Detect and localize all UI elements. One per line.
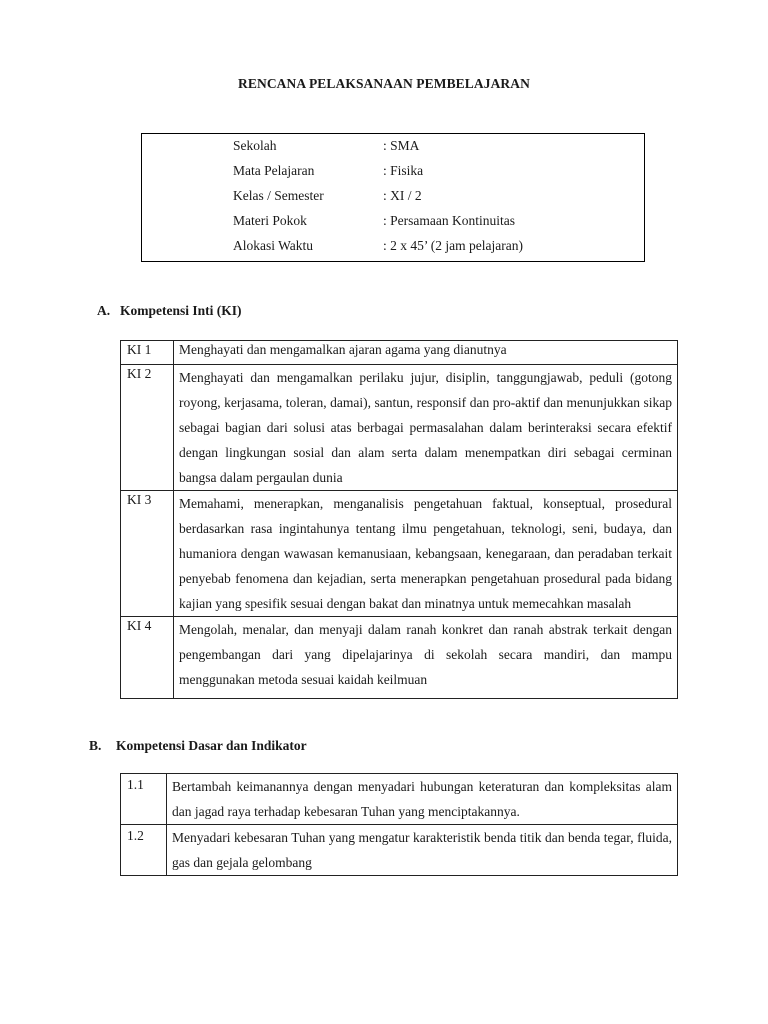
identity-value: : Persamaan Kontinuitas (383, 213, 515, 228)
identity-label: Sekolah (233, 138, 277, 153)
section-title: Kompetensi Inti (KI) (120, 303, 242, 318)
identity-label: Mata Pelajaran (233, 163, 315, 178)
identity-box (141, 133, 645, 262)
identity-label: Alokasi Waktu (233, 238, 314, 253)
kd-table (120, 773, 678, 876)
ki-text: Menghayati dan mengamalkan perilaku jujur, disiplin, tanggungjawab, peduli (gotong royong, kerjasama, toleran, damai), santun, responsif dan pro-aktif dan menunjukkan sikap sebagai bagian dari solusi atas berbagai permasalahan dalam berinteraksi secara efektif dengan lingkungan sosial dan alam serta dalam menempatkan diri sebagai cerminan bangsa dalam pergaulan dunia (174, 365, 678, 491)
ki-text: Menghayati dan mengamalkan ajaran agama yang dianutnya (174, 341, 678, 365)
ki-code: KI 4 (121, 617, 174, 699)
ki-text: Mengolah, menalar, dan menyaji dalam ranah konkret dan ranah abstrak terkait dengan pengembangan dari yang dipelajarinya di sekolah secara mandiri, dan mampu menggunakan metoda sesuai kaidah keilmuan (174, 617, 678, 699)
identity-value: : XI / 2 (383, 188, 422, 203)
document-title: RENCANA PELAKSANAAN PEMBELAJARAN (238, 76, 530, 91)
section-title: Kompetensi Dasar dan Indikator (116, 738, 307, 753)
section-a-heading (97, 303, 242, 319)
identity-value: : 2 x 45’ (2 jam pelajaran) (383, 238, 523, 253)
table-row (121, 491, 678, 617)
table-row (121, 341, 678, 365)
section-letter: B. (89, 738, 102, 753)
kd-text: Bertambah keimanannya dengan menyadari hubungan keteraturan dan kompleksitas alam dan jagad raya terhadap kebesaran Tuhan yang menciptakannya. (167, 774, 678, 825)
ki-code: KI 3 (121, 491, 174, 617)
identity-label: Kelas / Semester (233, 188, 324, 203)
ki-code: KI 1 (121, 341, 174, 365)
kd-code: 1.2 (121, 825, 167, 876)
ki-table (120, 340, 678, 699)
ki-code: KI 2 (121, 365, 174, 491)
ki-text: Memahami, menerapkan, menganalisis pengetahuan faktual, konseptual, prosedural berdasarkan rasa ingintahunya tentang ilmu pengetahuan, teknologi, seni, budaya, dan humaniora dengan wawasan kemanusiaan, kebangsaan, kenegaraan, dan peradaban terkait penyebab fenomena dan kejadian, serta menerapkan pengetahuan prosedural pada bidang kajian yang spesifik sesuai dengan bakat dan minatnya untuk memecahkan masalah (174, 491, 678, 617)
identity-label: Materi Pokok (233, 213, 307, 228)
table-row (121, 365, 678, 491)
table-row (121, 825, 678, 876)
section-letter: A. (97, 303, 111, 318)
section-b-heading (89, 738, 307, 754)
identity-value: : Fisika (383, 163, 424, 178)
table-row (121, 617, 678, 699)
kd-code: 1.1 (121, 774, 167, 825)
identity-value: : SMA (383, 138, 420, 153)
table-row (121, 774, 678, 825)
kd-text: Menyadari kebesaran Tuhan yang mengatur karakteristik benda titik dan benda tegar, fluida, gas dan gejala gelombang (167, 825, 678, 876)
